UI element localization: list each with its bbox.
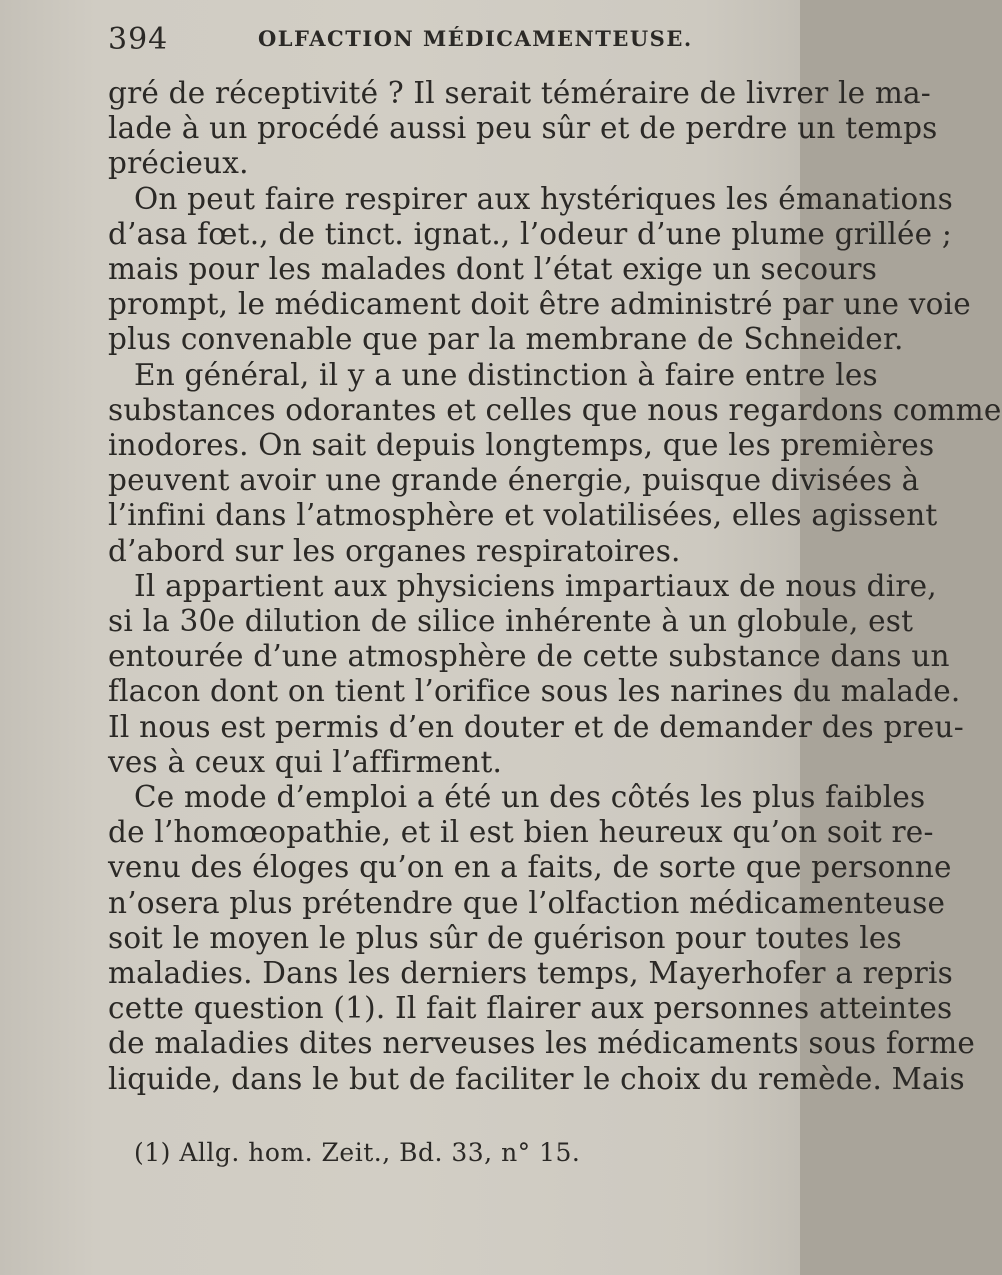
- text-line: venu des éloges qu’on en a faits, de sorte que personne: [108, 850, 952, 885]
- text-line: n’osera plus prétendre que l’olfaction médicamenteuse: [108, 885, 946, 920]
- text-line: maladies. Dans les derniers temps, Mayerhofer a repris: [108, 956, 953, 991]
- text-line: de maladies dites nerveuses les médicaments sous forme: [108, 1026, 976, 1061]
- page-number: 394: [108, 22, 169, 57]
- text-line: mais pour les malades dont l’état exige un secours: [108, 252, 878, 287]
- text-line: En général, il y a une distinction à faire entre les: [134, 357, 878, 392]
- text-line: ves à ceux qui l’affirment.: [108, 744, 503, 779]
- text-line: Il appartient aux physiciens impartiaux de nous dire,: [134, 568, 937, 603]
- text-line: d’abord sur les organes respiratoires.: [108, 533, 681, 568]
- text-line: gré de réceptivité ? Il serait téméraire de livrer le ma-: [108, 76, 931, 110]
- text-line: prompt, le médicament doit être administré par une voie: [108, 287, 971, 322]
- text-line: peuvent avoir une grande énergie, puisque divisées à: [108, 463, 920, 498]
- text-line: liquide, dans le but de faciliter le choix du remède. Mais: [108, 1061, 965, 1096]
- text-line: de l’homœopathie, et il est bien heureux qu’on soit re-: [108, 815, 934, 850]
- text-line: précieux.: [108, 146, 249, 181]
- text-line: d’asa fœt., de tinct. ignat., l’odeur d’une plume grillée ;: [108, 216, 952, 251]
- body-text: [108, 76, 1002, 1097]
- text-line: flacon dont on tient l’orifice sous les narines du malade.: [108, 674, 961, 709]
- text-line: Il nous est permis d’en douter et de demander des preu-: [108, 709, 964, 744]
- footnote: (1) Allg. hom. Zeit., Bd. 33, n° 15.: [134, 1138, 581, 1167]
- text-line: soit le moyen le plus sûr de guérison pour toutes les: [108, 920, 902, 955]
- text-line: lade à un procédé aussi peu sûr et de perdre un temps: [108, 111, 938, 146]
- text-line: cette question (1). Il fait flairer aux personnes atteintes: [108, 991, 953, 1026]
- running-title: OLFACTION MÉDICAMENTEUSE.: [258, 26, 693, 51]
- text-line: Ce mode d’emploi a été un des côtés les plus faibles: [134, 780, 926, 815]
- text-line: l’infini dans l’atmosphère et volatilisées, elles agissent: [108, 498, 938, 533]
- text-line: On peut faire respirer aux hystériques les émanations: [134, 181, 953, 216]
- page-header: [108, 22, 748, 62]
- text-line: substances odorantes et celles que nous regardons comme: [108, 392, 1002, 427]
- text-line: plus convenable que par la membrane de Schneider.: [108, 322, 904, 357]
- text-line: inodores. On sait depuis longtemps, que les premières: [108, 428, 935, 463]
- text-line: si la 30e dilution de silice inhérente à un globule, est: [108, 604, 914, 639]
- text-line: entourée d’une atmosphère de cette substance dans un: [108, 639, 950, 674]
